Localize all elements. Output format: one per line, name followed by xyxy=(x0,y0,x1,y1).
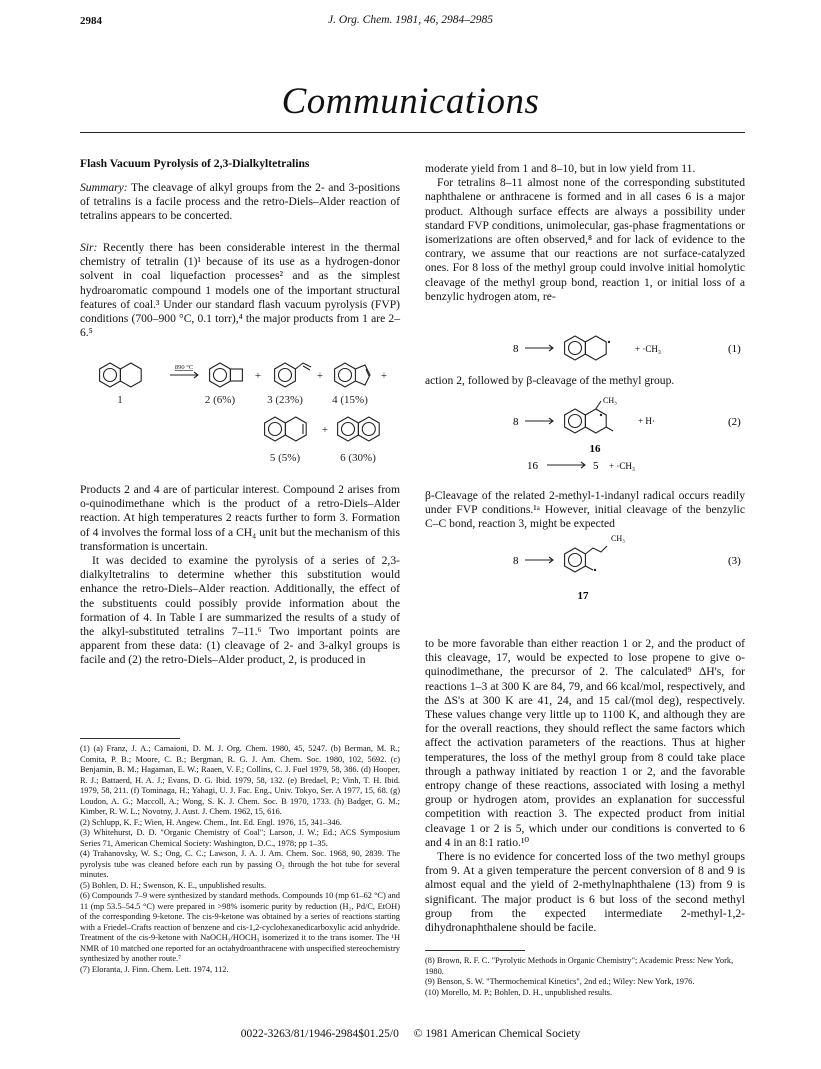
eq2-number: (2) xyxy=(728,416,741,428)
compound-6-label: 6 (30%) xyxy=(340,452,376,464)
eq3-product-label: 17 xyxy=(577,590,589,602)
right-paragraph-2: For tetralins 8–11 almost none of the corresponding substituted naphthalene or anthracene is formed and in all cases 6 is a major product. Although surface effects are always a possibility under standard FVP conditions, unimolecular, gas-phase fragmentations or isomerizations are often observed,⁸ and for lack of evidence to the contrary, we assume that our reactions are not surface-catalyzed ones. For 8 loss of the methyl group could involve initial homolytic cleavage of the methyl group bond, reaction 1, or initial loss of a benzylic hydrogen atom, re- xyxy=(425,176,745,303)
products-paragraph: Products 2 and 4 are of particular interest. Compound 2 arises from o-quinodimethane which is the product of a retro-Diels–Alder reaction. At high temperatures 2 reacts further to form 3. Formation of 4 involves the formal loss of a CH₄ unit but the mechanism of this transformation is uncertain. xyxy=(80,483,400,553)
eq2-methyl: CH₃ xyxy=(603,396,617,405)
equation-1 xyxy=(425,328,745,368)
page-footer xyxy=(0,1028,821,1040)
eq1-byproduct: + ·CH₃ xyxy=(635,344,661,354)
summary xyxy=(80,181,400,224)
footnote: (1) (a) Franz, J. A.; Camaioni, D. M. J. Org. Chem. 1980, 45, 5247. (b) Berman, M. R.; Comita, P. B.; Moore, C. B.; Bergman, R. G. J. Am. Chem. Soc. 1980, 102, 5692. (c) Benjamin, B. M.; Hagaman, E. W.; Raaen, V. F.; Collins, C. J. Fuel 1979, 58, 386. (d) Hooper, R. J.; Battaerd, H. A. J.; Evans, D. G. Ibid. 1979, 58, 132. (e) Bredael, P.; Vinh, T. H. Ibid. 1979, 58, 211. (f) Tominaga, H.; Yahagi, U. J. Fac. Eng., Univ. Tokyo, Ser. A 1977, 15, 68. (g) Loudon, A. G.; Maccoll, A.; Wong, S. K. J. Chem. Soc. B 1970, 1733. (h) Badger, G. M.; Kimber, R. W. L.; Novotny, J. Aust. J. Chem. 1962, 15, 616. xyxy=(80,744,400,816)
footnotes-right xyxy=(425,956,745,998)
footnote: (5) Bohlen, D. H.; Swenson, K. E., unpublished results. xyxy=(80,880,267,890)
indene-structure xyxy=(335,363,370,387)
sir-paragraph xyxy=(80,241,400,340)
svg-text:+: + xyxy=(321,424,329,436)
favorable-paragraph: to be more favorable than either reaction 1 or 2, and the product of this cleavage, 17, would be expected to lose propene to give o-quinodimethane, the precursor of 2. The calculated⁹ ΔH's, for reactions 1–3 at 300 K are 84, 79, and 66 kcal/mol, respectively, and the ΔS's at 300 K are 41, 24, and 15 cal/(mol deg), respectively. These values change very little up to 1100 K, and although they are for the overall reactions, they should reflect the same factors which affect the activation parameters of the reactions. Thus at higher temperatures, the loss of the methyl group from 8 could take place through a pathway initiated by reaction 1 or 2, and the favorable entropy change of these reactions, associated with losing a methyl group or hydrogen atom, provides an explanation for successful competition with reaction 3. The expected product from initial cleavage 1 or 2 is 5, which under our conditions is converted to 6 and 4 in an 8:1 ratio.¹⁰ xyxy=(425,637,745,849)
scheme-arrow-label: 890 °C xyxy=(174,364,194,371)
footnote: (9) Benson, S. W. "Thermochemical Kinetics", 2nd ed.; Wiley: New York, 1976. xyxy=(425,977,695,986)
action-2-text: action 2, followed by β-cleavage of the methyl group. xyxy=(425,374,675,387)
footnote: (8) Brown, R. F. C. "Pyrolytic Methods in Organic Chemistry"; Academic Press: New York, 1980. xyxy=(425,956,734,976)
eq2b-product: 5 xyxy=(593,460,599,472)
section-title: Communications xyxy=(281,81,540,122)
benzocyclobutene-structure xyxy=(210,363,243,387)
journal-header xyxy=(0,14,821,26)
sir-text: Recently there has been considerable interest in the thermal chemistry of tetralin (1)¹ because of its use as a hydrogen-donor solvent in coal liquefaction processes² and as the simplest hydroaromatic compound 1 models one of the important structural features of coal.³ Under our standard flash vacuum pyrolysis (FVP) conditions (700–900 °C, 0.1 torr),⁴ the major products from 1 are 2–6.⁵ xyxy=(80,241,400,340)
eq3-reactant: 8 xyxy=(513,555,519,567)
footnote-rule-right xyxy=(425,950,525,951)
eq2-byproduct: + H· xyxy=(638,416,655,426)
beta-cleavage-text: β-Cleavage of the related 2-methyl-1-indanyl radical occurs readily under FVP conditions.¹ᵃ However, initial cleavage of the benzylic C–C bond, reaction 3, might be expected xyxy=(425,489,745,531)
svg-text:+: + xyxy=(316,370,324,382)
equation-3 xyxy=(425,533,745,608)
eq2b-byproduct: + ·CH₃ xyxy=(609,461,635,471)
footnote: (10) Morello, M. P.; Bohlen, D. H., unpublished results. xyxy=(425,987,613,997)
eq1-reactant: 8 xyxy=(513,343,519,355)
eq3-number: (3) xyxy=(728,555,741,567)
page-number: 2984 xyxy=(80,15,102,27)
tetralin-structure xyxy=(100,363,142,387)
header-rule xyxy=(80,132,745,133)
naphthalene-structure xyxy=(338,417,380,441)
footnote: (6) Compounds 7–9 were synthesized by standard methods. Compounds 10 (mp 61–62 °C) and 11 (mp 53.5–54.5 °C) were prepared in >98% isomeric purity by reduction (H₂, Pd/C, EtOH) of the corresponding 9-ketone. The cis-9-ketone was obtained by a series of reactions starting with a Friedel–Crafts reaction of benzene and cis-1,2-cyclohexanedicarboxylic acid anhydride. Treatment of the cis-9-ketone with NaOCH₃/HOCH₃ isomerized it to the trans isomer. The ¹H NMR of 10 matched one reported for an octahydroanthracene with unspecified stereochemistry synthesized by another route.⁷ xyxy=(80,891,400,963)
footer-copyright: © 1981 American Chemical Society xyxy=(413,1028,581,1040)
right-paragraph-1: moderate yield from 1 and 8–10, but in low yield from 11. xyxy=(425,162,696,175)
favorable-paragraphs xyxy=(425,637,745,935)
summary-text: The cleavage of alkyl groups from the 2- and 3-positions of tetralins is a facile process and the retro-Diels–Alder reaction of tetralins appears to be concerted. xyxy=(80,181,400,223)
products-paragraphs xyxy=(80,483,400,668)
eq2-product-label: 16 xyxy=(589,443,601,455)
footnote: (7) Eloranta, J. Finn. Chem. Lett. 1974, 112. xyxy=(80,964,229,974)
eq2-reactant: 8 xyxy=(513,416,519,428)
article-title: Flash Vacuum Pyrolysis of 2,3-Dialkyltetralins xyxy=(80,157,310,170)
right-top-text xyxy=(425,162,745,304)
footnote: (2) Schlupp, K. F.; Wien, H. Angew. Chem., Int. Ed. Engl. 1976, 15, 341–346. xyxy=(80,817,342,827)
compound-2-label: 2 (6%) xyxy=(204,394,236,406)
footnote-rule xyxy=(80,738,180,739)
styrene-structure xyxy=(275,363,311,387)
footer-code: 0022-3263/81/1946-2984$01.25/0 xyxy=(240,1028,399,1040)
compound-1-label: 1 xyxy=(117,394,123,406)
footnote: (3) Whitehurst, D. D. "Organic Chemistry of Coal"; Larson, J. W.; Ed.; ACS Symposium Series 71, American Chemical Society: Washington, D.C., 1978; pp 1–35. xyxy=(80,828,400,848)
scheme-1 xyxy=(80,355,420,475)
svg-text:+: + xyxy=(254,370,262,382)
dihydronaphthalene-structure xyxy=(265,417,307,441)
sir-lead: Sir: xyxy=(80,241,98,254)
compound-3-label: 3 (23%) xyxy=(267,394,303,406)
no-evidence-paragraph: There is no evidence for concerted loss of the two methyl groups from 9. At a given temperature the percent conversion of 8 and 9 is almost equal and the yield of 2-methylnaphthalene (13) from 9 is significant. The major product is 6 but loss of the second methyl group from the expected intermediate 2-methyl-1,2-dihydronaphthalene should be facile. xyxy=(425,850,745,935)
equation-2 xyxy=(425,395,745,475)
footnotes-left xyxy=(80,744,400,975)
compound-5-label: 5 (5%) xyxy=(269,452,301,464)
eq3-methyl: CH₃ xyxy=(611,534,625,543)
decided-paragraph: It was decided to examine the pyrolysis of a series of 2,3-dialkyltetralins to determine whether this substitution would enhance the retro-Diels–Alder reaction. Additionally, the effect of the substituents could possibly provide information about the formation of 4. In Table I are summarized the results of a study of the alkyl-substituted tetralins 7–11.⁶ Two important points are apparent from these data: (1) cleavage of 2- and 3-alkyl groups is facile and (2) the retro-Diels–Alder product, 2, is produced in xyxy=(80,554,400,667)
footnote: (4) Trahanovsky, W. S.; Ong, C. C.; Lawson, J. A. J. Am. Chem. Soc. 1968, 90, 2839. The pyrolysis tube was cleaned before each run by passing O₂ through the hot tube for several minutes. xyxy=(80,849,400,879)
compound-4-label: 4 (15%) xyxy=(332,394,368,406)
summary-lead: Summary: xyxy=(80,181,128,194)
svg-text:+: + xyxy=(380,370,388,382)
eq1-number: (1) xyxy=(728,343,741,355)
journal-name: J. Org. Chem. xyxy=(327,14,393,26)
journal-issue: 1981, 46, 2984–2985 xyxy=(395,14,494,26)
eq2b-reactant: 16 xyxy=(527,460,538,472)
